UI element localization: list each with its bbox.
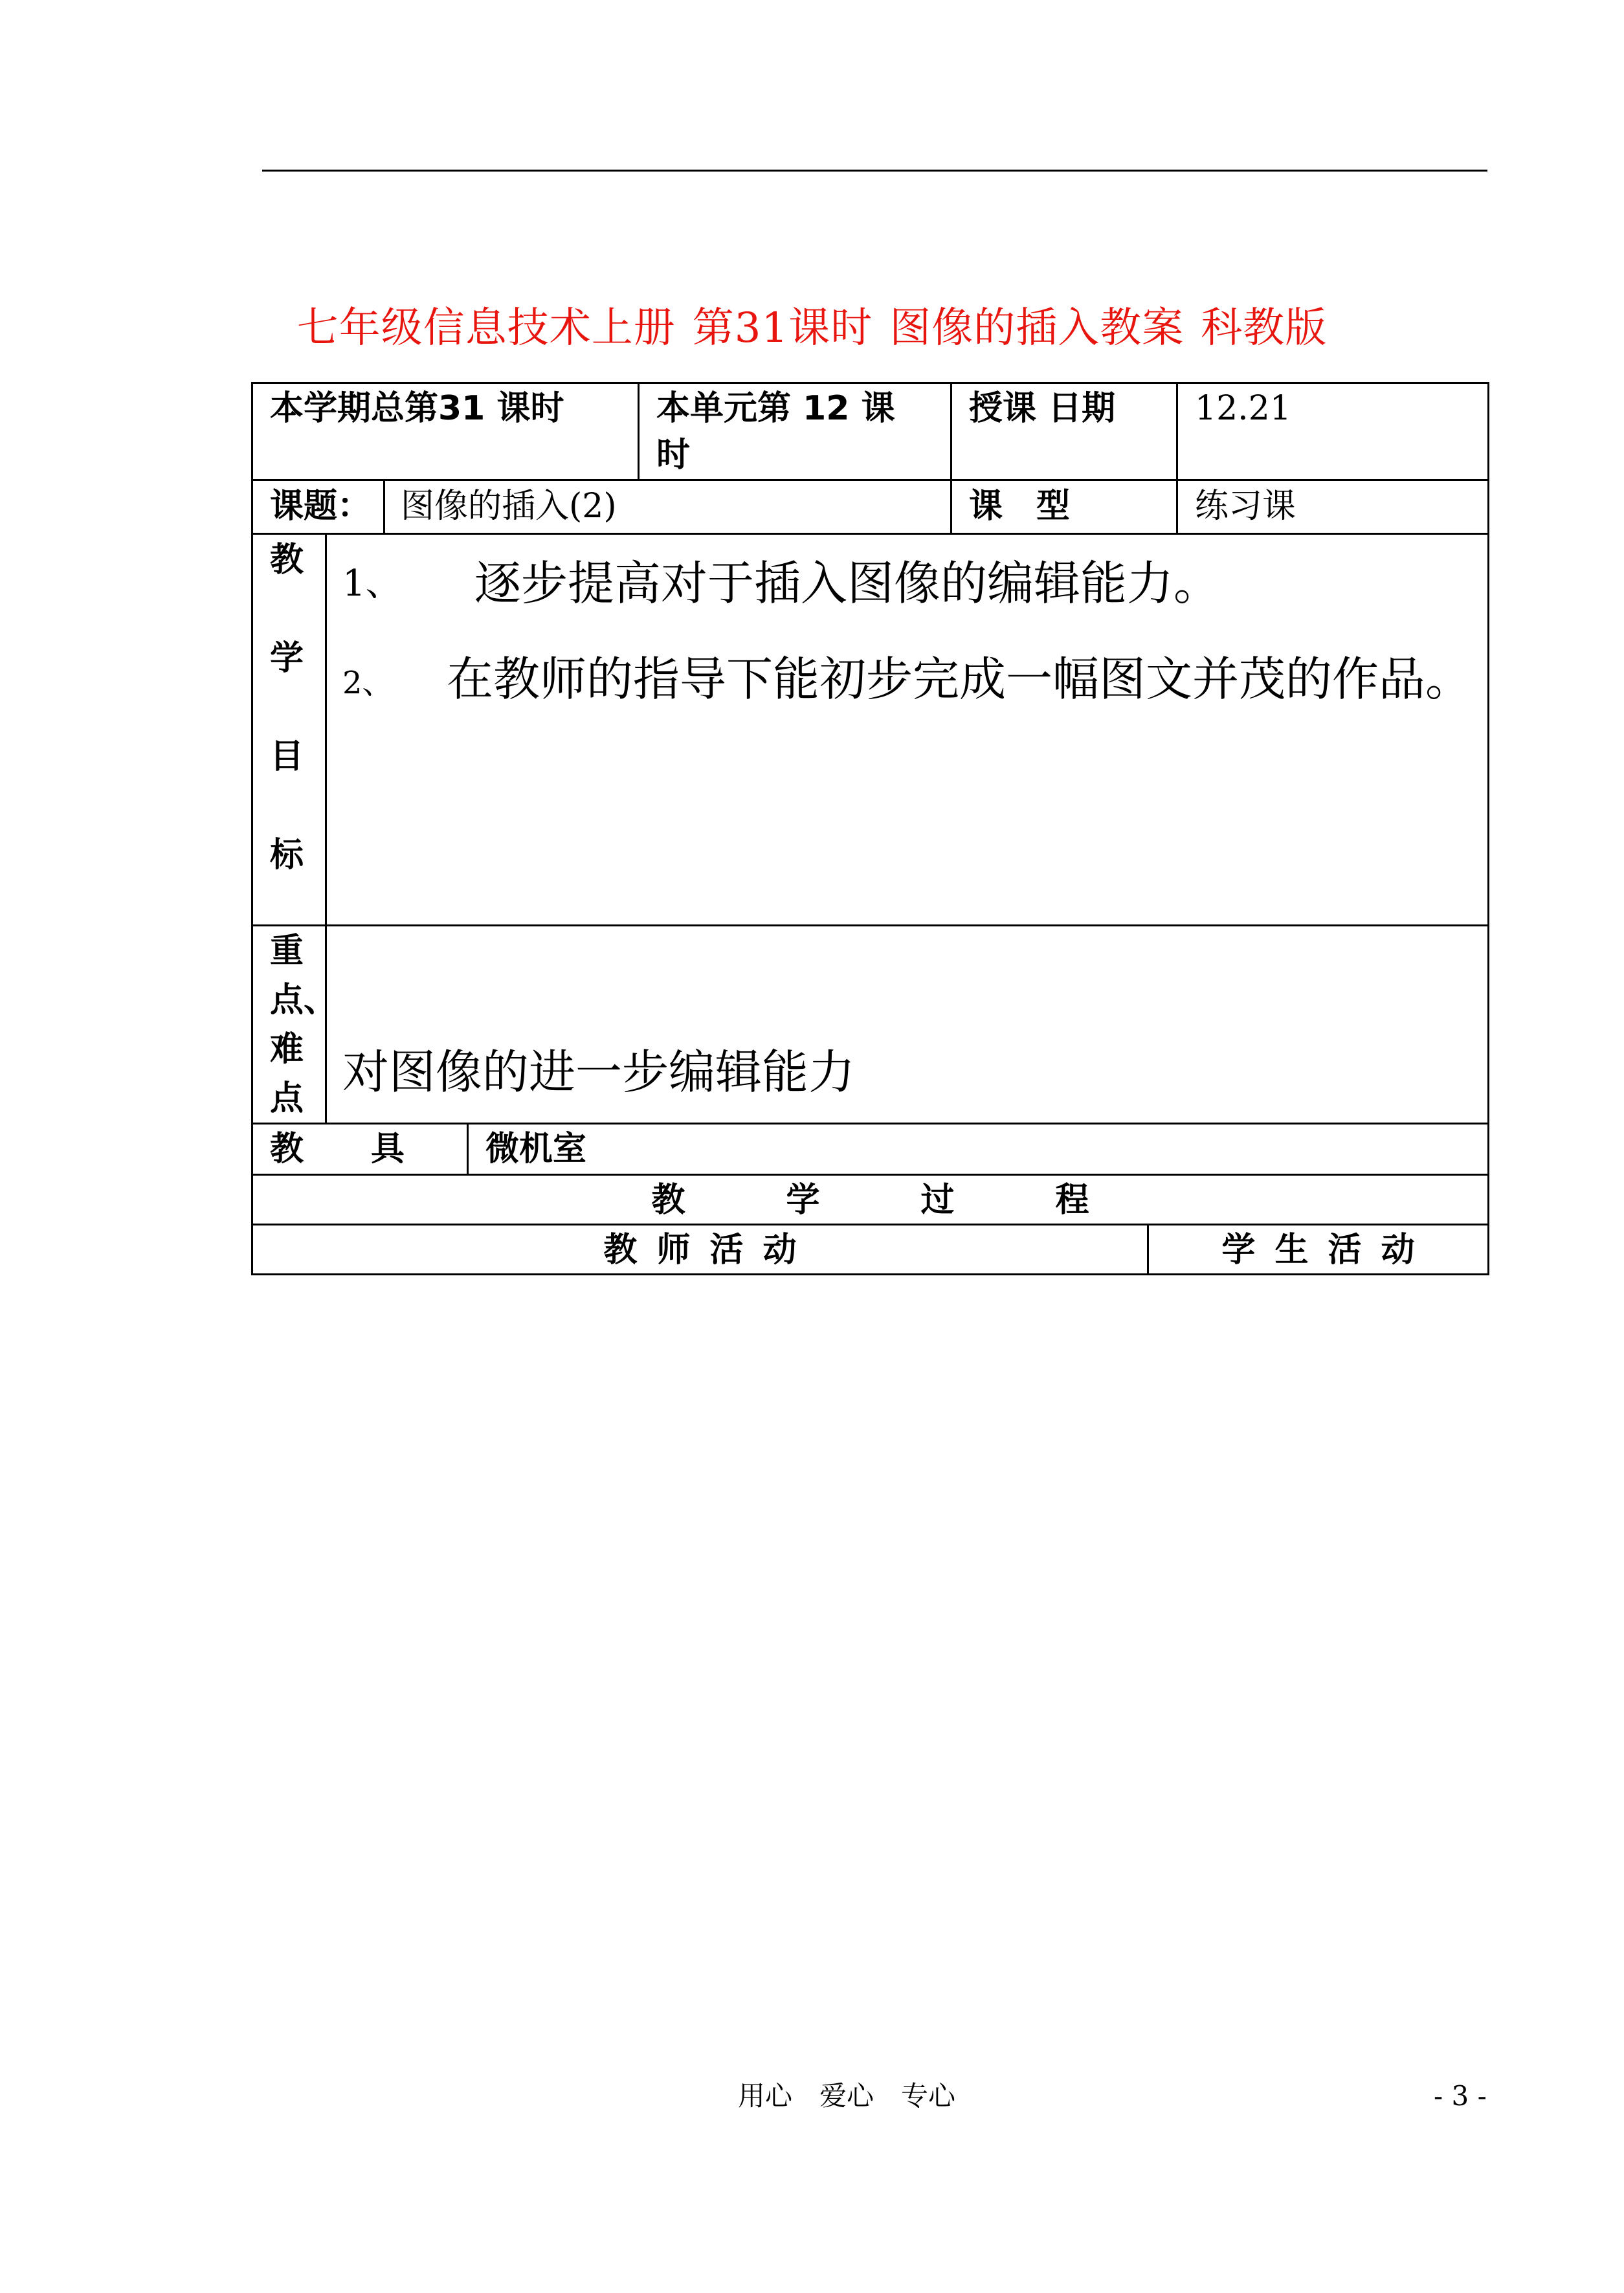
cell-type-label <box>950 479 1178 535</box>
cell-keypoints-content <box>325 924 1489 1124</box>
keypoints-label-2: 点、 <box>270 981 338 1020</box>
objectives-label-3: 目 <box>270 737 304 776</box>
unit-lesson-line1: 本单元第 12 课 <box>656 389 895 428</box>
unit-lesson-line2: 时 <box>656 436 691 475</box>
keypoints-label-1: 重 <box>270 932 304 970</box>
cell-process-header <box>251 1174 1489 1225</box>
cell-objectives-label <box>251 533 327 926</box>
cell-teacher-activity <box>251 1224 1149 1275</box>
cell-tools-value <box>467 1123 1489 1176</box>
type-label: 课 型 <box>969 487 1071 526</box>
title-part-3: 图像的插入教案 <box>889 304 1185 352</box>
topic-label: 课题： <box>270 487 372 526</box>
keypoints-label-4: 点 <box>270 1079 304 1118</box>
document-title <box>0 299 1624 357</box>
cell-objectives-content <box>325 533 1489 926</box>
objective-2-text: 在教师的指导下能初步完成一幅图文并茂的作品。 <box>447 652 1473 706</box>
title-part-1: 七年级信息技术上册 <box>296 304 676 352</box>
objective-2-number: 2、 <box>342 665 394 701</box>
process-header: 教 学 过 程 <box>651 1181 1089 1220</box>
title-part-4: 科教版 <box>1201 304 1328 352</box>
cell-topic-value <box>383 479 952 535</box>
cell-unit-lesson <box>638 382 952 481</box>
cell-topic-label <box>251 479 385 535</box>
cell-total-lesson <box>251 382 640 481</box>
tools-value: 微机室 <box>485 1130 587 1169</box>
header-rule <box>262 170 1487 172</box>
footer-slogan: 用心 爱心 专心 <box>738 2080 956 2112</box>
student-activity: 学 生 活 动 <box>1221 1231 1415 1270</box>
cell-date-value <box>1176 382 1489 481</box>
date-value: 12.21 <box>1195 389 1291 428</box>
objective-1-number: 1、 <box>342 563 402 605</box>
objectives-label-4: 标 <box>270 836 304 875</box>
objective-1-text: 逐步提高对于插入图像的编辑能力。 <box>474 556 1221 610</box>
type-value: 练习课 <box>1195 487 1296 526</box>
cell-keypoints-label <box>251 924 338 1124</box>
keypoints-label-3: 难 <box>270 1030 304 1069</box>
topic-value: 图像的插入(2) <box>401 487 617 526</box>
teacher-activity: 教 师 活 动 <box>603 1231 797 1270</box>
date-label: 授课 日期 <box>969 389 1116 428</box>
objectives-label-2: 学 <box>270 639 304 678</box>
cell-tools-label <box>251 1123 469 1176</box>
total-lesson-text: 本学期总第31 课时 <box>270 389 564 428</box>
cell-date-label <box>950 382 1178 481</box>
title-part-2: 第31课时 <box>692 304 873 352</box>
cell-student-activity <box>1147 1224 1489 1275</box>
cell-type-value <box>1176 479 1489 535</box>
tools-label: 教 具 <box>270 1130 405 1169</box>
page-number: - 3 - <box>1434 2080 1487 2112</box>
keypoints-text: 对图像的进一步编辑能力 <box>342 1045 856 1099</box>
objectives-label-1: 教 <box>270 541 304 579</box>
